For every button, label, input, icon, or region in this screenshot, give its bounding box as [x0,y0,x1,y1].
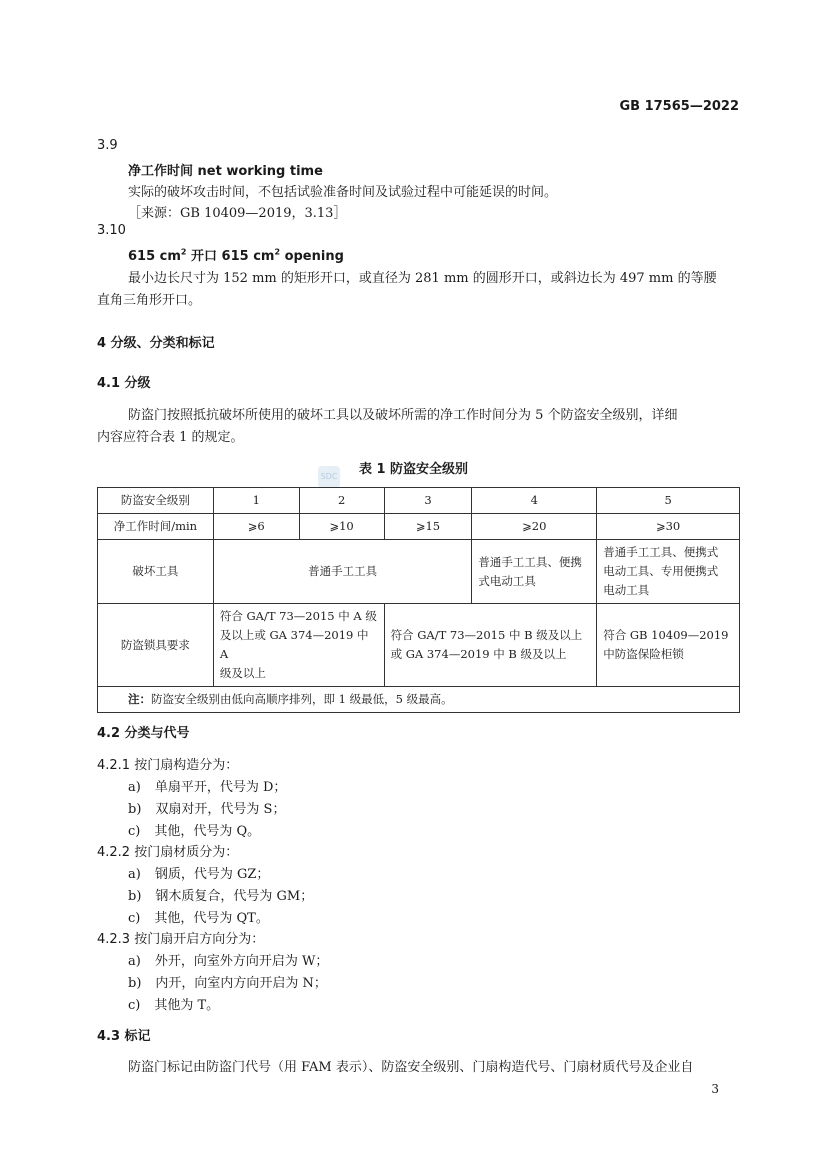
row-label: 破坏工具 [98,540,214,604]
cell-line: 符合 GB 10409—2019 [603,628,729,642]
list-mark: b) [128,802,142,817]
superscript: 2 [274,247,281,257]
term-part: 开口 615 cm [186,249,275,264]
list-text: 其他，代号为 QT。 [154,911,269,926]
term-title [128,245,344,264]
list-text: 单扇平开，代号为 D； [154,780,287,795]
term-source: ［来源：GB 10409—2019，3.13］ [128,206,347,221]
paragraph-line: 防盗门标记由防盗门代号（用 FAM 表示）、防盗安全级别、门扇构造代号、门扇材质代号及企业自 [128,1060,694,1075]
paragraph-line: 防盗门按照抵抗破坏所使用的破坏工具以及破坏所需的净工作时间分为 5 个防盗安全级别，详细 [128,408,678,423]
list-mark: a) [128,867,141,882]
list-text: 钢质，代号为 GZ； [154,867,270,882]
list-text: 其他为 T。 [154,998,220,1013]
table-row [98,540,740,604]
list-mark: b) [128,976,142,991]
table-cell [597,604,740,687]
list-item [128,994,219,1013]
table-caption: 表 1 防盗安全级别 [358,462,469,477]
row-label: 防盗锁具要求 [98,604,214,687]
list-item [128,950,328,969]
cell-line: 及以上或 GA 374—2019 中 A [219,628,369,661]
list-text: 双扇对开，代号为 S； [155,802,286,817]
list-mark: c) [128,824,141,839]
cell-line: 符合 GA/T 73—2015 中 A 级 [219,609,377,623]
note-label: 注： [128,692,151,706]
table-cell: 普通手工工具 [213,540,472,604]
term-part: 615 cm [128,249,181,264]
term-definition-line: 直角三角形开口。 [97,293,202,308]
standard-code: GB 17565—2022 [619,99,739,114]
list-item [128,776,286,795]
table-row [98,604,740,687]
list-mark: a) [128,954,141,969]
table-cell: ⩾15 [384,514,472,540]
clause-number: 3.10 [97,223,126,238]
term-definition-line: 最小边长尺寸为 152 mm 的矩形开口，或直径为 281 mm 的圆形开口，或斜边长为 497 mm 的等腰 [128,271,717,286]
list-item [128,972,327,991]
clause-number: 3.9 [97,138,118,153]
row-label: 防盗安全级别 [98,488,214,514]
subsection-heading: 4.2.2 按门扇材质分为： [97,845,239,860]
table-cell: 3 [384,488,472,514]
list-item [128,907,269,926]
section-heading: 4.1 分级 [97,376,151,391]
section-heading: 4.3 标记 [97,1029,151,1044]
term-definition: 实际的破坏攻击时间，不包括试验准备时间及试验过程中可能延误的时间。 [128,185,558,200]
cell-line: 电动工具 [603,583,650,597]
cell-line: 或 GA 374—2019 中 B 级及以上 [390,647,567,661]
table-cell: 5 [597,488,740,514]
table-row [98,488,740,514]
table-cell [213,604,384,687]
table-cell: 2 [299,488,384,514]
list-text: 其他，代号为 Q。 [154,824,261,839]
table-cell [472,540,597,604]
cell-line: 普通手工工具、便携式 [603,545,719,559]
list-mark: c) [128,998,141,1013]
list-mark: c) [128,911,141,926]
table-row [98,687,740,713]
cell-line: 级及以上 [219,666,266,680]
table-row [98,514,740,540]
table-cell [597,540,740,604]
cell-line: 中防盗保险柜锁 [603,647,684,661]
note-text: 防盗安全级别由低向高顺序排列，即 1 级最低，5 级最高。 [151,692,453,706]
cell-line: 电动工具、专用便携式 [603,564,719,578]
list-text: 外开，向室外方向开启为 W； [154,954,329,969]
list-text: 钢木质复合，代号为 GM； [155,889,314,904]
list-item [128,820,260,839]
list-text: 内开，向室内方向开启为 N； [155,976,327,991]
list-item [128,798,285,817]
list-mark: b) [128,889,142,904]
section-heading: 4 分级、分类和标记 [97,336,215,351]
list-item [128,863,269,882]
watermark-logo: SDC [318,466,340,488]
subsection-heading: 4.2.3 按门扇开启方向分为： [97,932,265,947]
cell-line: 式电动工具 [478,573,536,588]
row-label: 净工作时间/min [98,514,214,540]
table-cell: ⩾10 [299,514,384,540]
subsection-heading: 4.2.1 按门扇构造分为： [97,758,239,773]
table-cell: ⩾30 [597,514,740,540]
table-cell: ⩾20 [472,514,597,540]
superscript: 2 [180,247,187,257]
cell-line: 符合 GA/T 73—2015 中 B 级及以上 [390,628,583,642]
cell-line: 普通手工工具、便携 [478,554,582,569]
section-heading: 4.2 分类与代号 [97,726,190,741]
term-title: 净工作时间 net working time [128,164,323,179]
page-number: 3 [711,1082,719,1096]
table-cell: 1 [213,488,299,514]
term-part: opening [280,249,344,264]
table-cell: ⩾6 [213,514,299,540]
table-note [98,687,740,713]
paragraph-line: 内容应符合表 1 的规定。 [97,430,244,445]
table-cell [384,604,597,687]
security-level-table [97,487,740,713]
table-cell: 4 [472,488,597,514]
list-mark: a) [128,780,141,795]
list-item [128,885,313,904]
